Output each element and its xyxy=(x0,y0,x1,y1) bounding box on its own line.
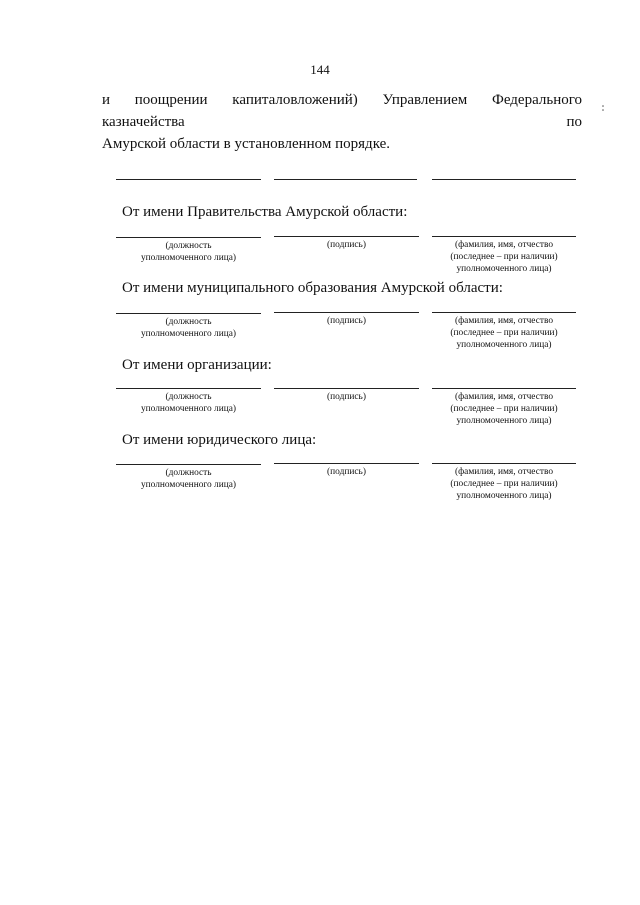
signature-line-name xyxy=(432,312,576,313)
signature-line-position xyxy=(116,464,261,465)
position-caption: (должность уполномоченного лица) xyxy=(140,317,237,339)
blank-line-position xyxy=(116,179,261,180)
position-caption: (должность уполномоченного лица) xyxy=(140,392,237,414)
signature-line-position xyxy=(116,313,261,314)
name-caption: (фамилия, имя, отчество (последнее – при наличии) уполномоченного лица) xyxy=(450,316,558,350)
signature-line-signature xyxy=(274,388,419,389)
position-caption: (должность уполномоченного лица) xyxy=(140,468,237,490)
signature-caption: (подпись) xyxy=(327,316,366,326)
signature-caption: (подпись) xyxy=(327,392,366,402)
signatory-heading-legal-entity: От имени юридического лица: xyxy=(122,432,317,448)
signature-line-signature xyxy=(274,312,419,313)
position-caption: (должность уполномоченного лица) xyxy=(140,241,237,263)
intro-paragraph xyxy=(102,89,582,155)
signature-caption: (подпись) xyxy=(327,467,366,477)
signatory-heading-organization: От имени организации: xyxy=(122,357,272,373)
intro-line-1: и поощрении капиталовложений) Управлением Федерального казначейства по xyxy=(102,92,582,130)
name-caption: (фамилия, имя, отчество (последнее – при наличии) уполномоченного лица) xyxy=(450,467,558,501)
signature-line-name xyxy=(432,236,576,237)
blank-line-name xyxy=(432,179,576,180)
signature-line-position xyxy=(116,237,261,238)
signature-line-position xyxy=(116,388,261,389)
signature-line-name xyxy=(432,388,576,389)
signature-caption: (подпись) xyxy=(327,240,366,250)
name-caption: (фамилия, имя, отчество (последнее – при наличии) уполномоченного лица) xyxy=(450,240,558,274)
blank-line-signature xyxy=(274,179,417,180)
page-number: 144 xyxy=(310,62,330,77)
signatory-heading-government: От имени Правительства Амурской области: xyxy=(122,204,408,220)
margin-mark xyxy=(600,104,606,114)
signature-line-signature xyxy=(274,463,419,464)
signatory-heading-municipality: От имени муниципального образования Амурской области: xyxy=(122,280,503,296)
signature-line-name xyxy=(432,463,576,464)
name-caption: (фамилия, имя, отчество (последнее – при наличии) уполномоченного лица) xyxy=(450,392,558,426)
signature-line-signature xyxy=(274,236,419,237)
intro-line-2: Амурской области в установленном порядке. xyxy=(102,136,391,152)
